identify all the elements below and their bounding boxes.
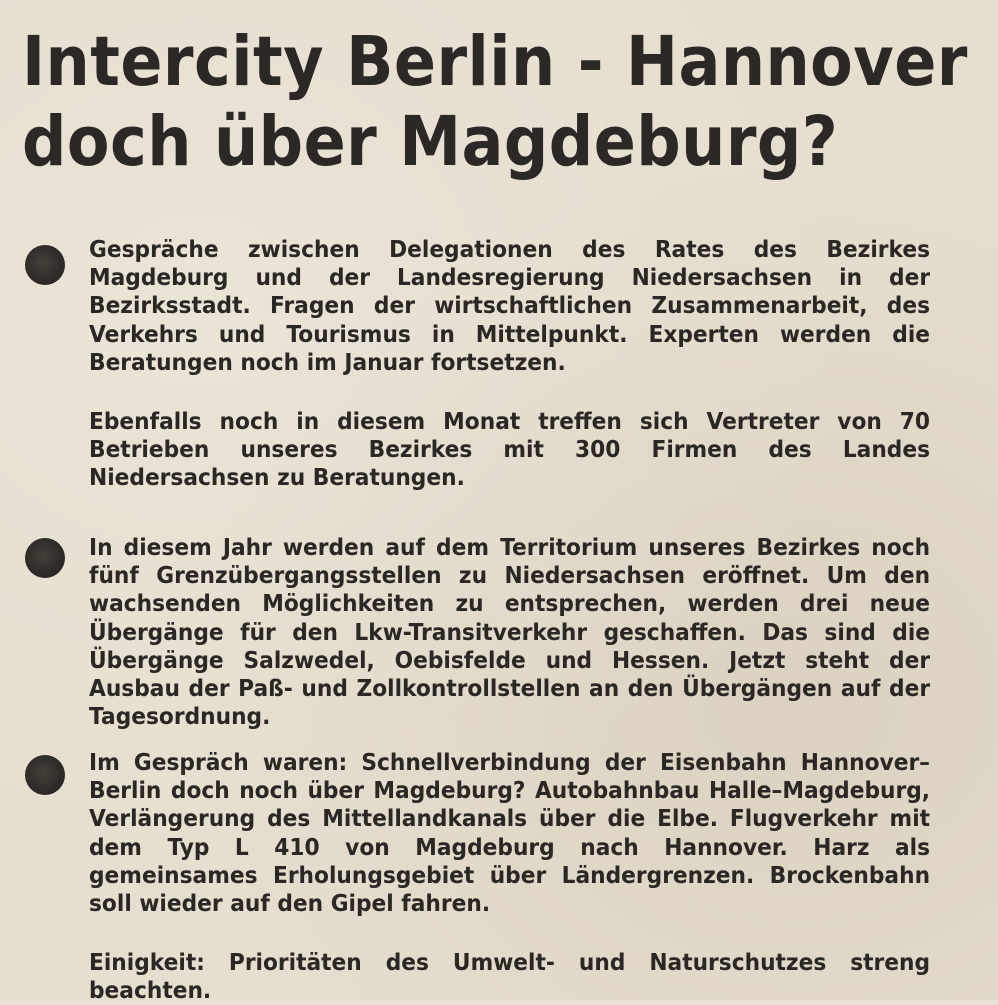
headline bbox=[22, 22, 968, 182]
bullet-point-2 bbox=[25, 538, 65, 578]
paragraph-3: In diesem Jahr werden auf dem Territorium unseres Bezirkes noch fünf Grenzübergangsstellen zu Niedersachsen eröffnet. Um den wachsenden Möglichkeiten zu entsprechen, werden drei neue Übergänge für den Lkw-Transitverkehr geschaffen. Das sind die Übergänge Salzwedel, Oebisfelde und Hessen. Jetzt steht der Ausbau der Paß- und Zollkontrollstellen an den Übergängen auf der Tagesordnung. bbox=[89, 535, 931, 731]
bullet-point-3 bbox=[25, 755, 65, 795]
bullet-point-1 bbox=[25, 245, 65, 285]
paragraph-1: Gespräche zwischen Delegationen des Rates des Bezirkes Magdeburg und der Landesregierung Niedersachsen in der Bezirksstadt. Fragen der wirtschaftlichen Zusammenarbeit, des Verkehrs und Tourismus in Mittelpunkt. Experten werden die Beratungen noch im Januar fortsetzen. bbox=[89, 237, 931, 376]
headline-line-2: doch über Magdeburg? bbox=[22, 102, 839, 182]
paragraph-2: Ebenfalls noch in diesem Monat treffen sich Vertreter von 70 Betrieben unseres Bezirkes mit 300 Firmen des Landes Niedersachsen zu Beratungen. bbox=[89, 409, 931, 492]
headline-line-1: Intercity Berlin - Hannover bbox=[22, 22, 968, 102]
paragraph-4: Im Gespräch waren: Schnellverbindung der Eisenbahn Hannover–Berlin doch noch über Magdeburg? Autobahnbau Halle–Magdeburg, Verlängerung des Mittellandkanals über die Elbe. Flugverkehr mit dem Typ L 410 von Magdeburg nach Hannover. Harz als gemeinsames Erholungsgebiet über Ländergrenzen. Brockenbahn soll wieder auf den Gipel fahren. bbox=[89, 750, 931, 918]
paragraph-5: Einigkeit: Prioritäten des Umwelt- und Naturschutzes streng beachten. bbox=[89, 950, 931, 1005]
